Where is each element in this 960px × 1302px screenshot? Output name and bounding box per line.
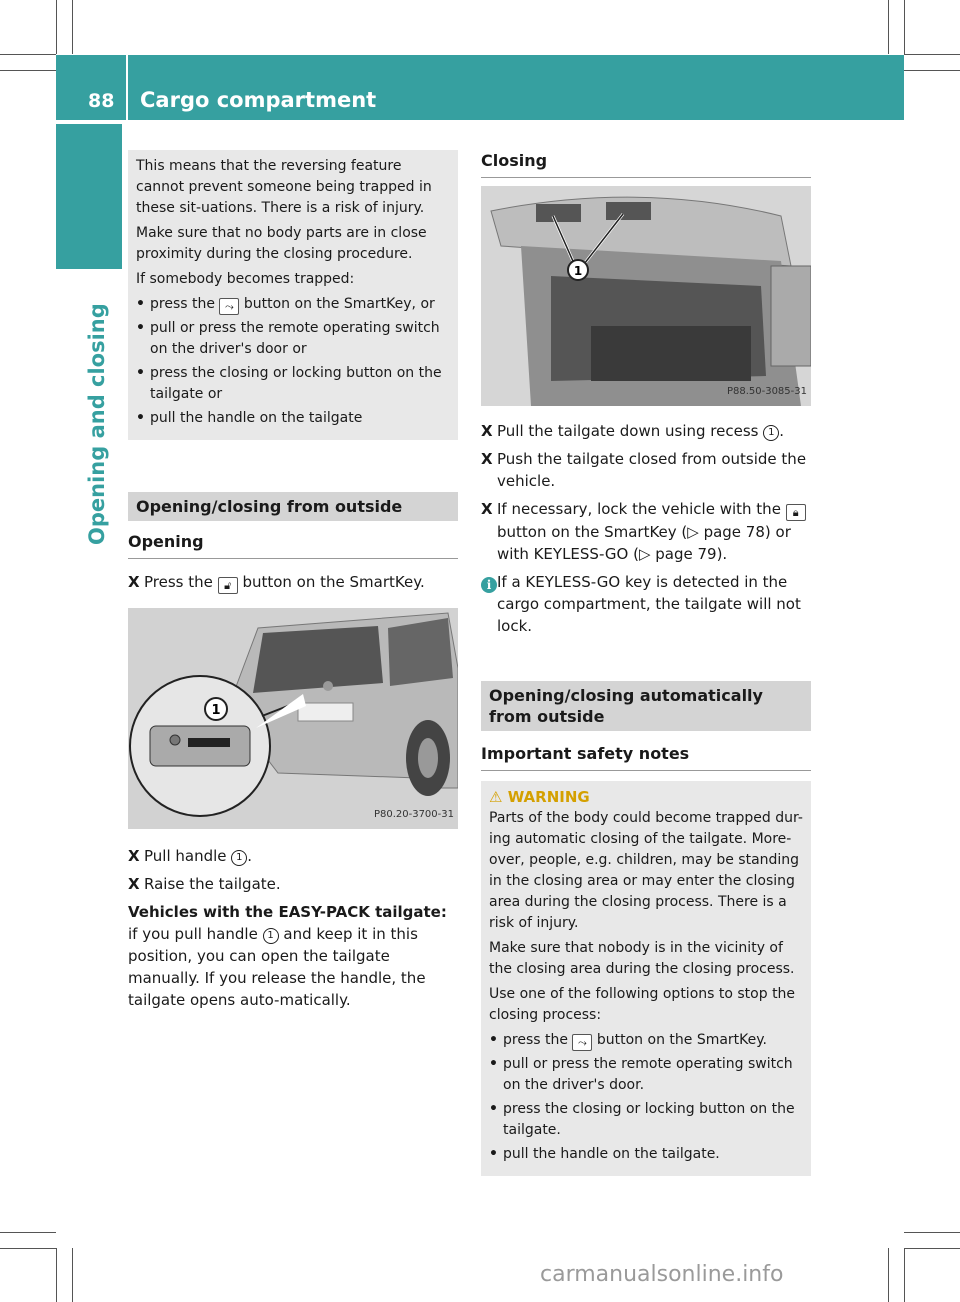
subsection-heading: Opening [128,531,458,559]
step-icon: X [128,847,140,865]
list-item: • pull the handle on the tailgate [136,408,450,429]
list-item: • pull the handle on the tailgate. [489,1144,803,1165]
crop-mark [0,70,56,71]
crop-mark [904,1232,960,1233]
info-note: i If a KEYLESS-GO key is detected in the cargo compartment, the tailgate will not lock. [481,571,811,637]
crop-mark [0,1232,56,1233]
step-icon: X [128,875,140,893]
left-column [128,150,458,1017]
step-icon: X [128,573,140,591]
chapter-title: Opening and closing [85,303,109,545]
warning-paragraph: Make sure that nobody is in the vicinity of the closing area during the closing process. [489,940,795,977]
instruction-step: X If necessary, lock the vehicle with the 🔒︎ button on the SmartKey (▷ page 78) or with KEYLESS-GO (▷ page 79). [481,498,811,565]
instruction-step: X Press the 🔓︎ button on the SmartKey. [128,573,425,592]
crop-mark [904,1248,905,1302]
easy-pack-note: Vehicles with the EASY-PACK tailgate: if you pull handle 1 and keep it in this position, you can open the tailgate manually. If you release the handle, the tailgate opens auto-matically. [128,903,447,1009]
crop-mark [72,1248,73,1302]
list-item: • press the ⤳ button on the SmartKey, or [136,294,450,315]
warning-triangle-icon: ⚠︎ [489,788,503,806]
box-paragraph: Make sure that no body parts are in close proximity during the closing procedure. [136,225,427,262]
info-icon: i [481,577,497,593]
lock-icon: 🔒︎ [786,504,806,521]
warning-box [481,781,811,1176]
instruction-step: X Pull handle 1 . [128,847,253,865]
step-icon: X [481,450,493,468]
bullet-list [489,1030,803,1165]
tailgate-icon: ⤳ [572,1034,592,1051]
page-number: 88 [88,90,115,112]
subsection-heading: Important safety notes [481,743,811,771]
callout-label: 1 [211,703,221,718]
list-item: • press the closing or locking button on the tailgate or [136,363,450,405]
image-code: P80.20-3700-31 [373,809,454,820]
crop-mark [0,1248,56,1249]
box-paragraph: This means that the reversing feature cannot prevent someone being trapped in these sit-uations. There is a risk of injury. [136,158,432,216]
list-item: • press the closing or locking button on the tailgate. [489,1099,803,1141]
crop-mark [56,1248,57,1302]
crop-mark [904,70,960,71]
callout-icon: 1 [763,425,779,441]
list-item: • press the ⤳ button on the SmartKey. [489,1030,803,1051]
instruction-step: X Pull the tailgate down using recess 1 . [481,422,785,440]
tailgate-icon: ⤳ [219,298,239,315]
warning-heading: ⚠︎ WARNING [489,788,590,806]
right-column [481,150,811,1176]
page-title: Cargo compartment [140,88,377,112]
instruction-step: X Raise the tailgate. [128,875,281,893]
unlock-icon: 🔓︎ [218,577,238,594]
chapter-tab [56,124,122,269]
crop-mark [904,0,905,54]
callout-icon: 1 [263,928,279,944]
crop-mark [888,1248,889,1302]
crop-mark [904,1248,960,1249]
warning-paragraph: Parts of the body could become trapped dur-ing automatic closing of the tailgate. More-over, people, e.g. children, may be standing in the closing area or may enter the closing area during the closing process. There is a risk of injury. [489,810,803,931]
box-paragraph: If somebody becomes trapped: [136,271,355,287]
crop-mark [904,54,960,55]
step-icon: X [481,422,493,440]
image-code: P88.50-3085-31 [726,386,807,397]
list-item: • pull or press the remote operating switch on the driver's door. [489,1054,803,1096]
watermark: carmanualsonline.info [540,1262,784,1287]
section-heading: Opening/closing automatically from outside [481,681,811,731]
instruction-step: X Push the tailgate closed from outside the vehicle. [481,450,807,490]
crop-mark [56,0,57,54]
section-heading: Opening/closing from outside [128,492,458,521]
callout-label: 1 [573,264,583,278]
list-item: • pull or press the remote operating switch on the driver's door or [136,318,450,360]
warning-continuation-box [128,150,458,440]
callout-icon: 1 [231,850,247,866]
crop-mark [72,0,73,54]
warning-paragraph: Use one of the following options to stop the closing process: [489,986,796,1023]
crop-mark [888,0,889,54]
step-icon: X [481,500,493,518]
subsection-heading: Closing [481,150,811,178]
rear-vehicle-handle-image [128,608,458,829]
open-tailgate-image [481,186,811,406]
crop-mark [0,54,56,55]
bullet-list [136,294,450,429]
